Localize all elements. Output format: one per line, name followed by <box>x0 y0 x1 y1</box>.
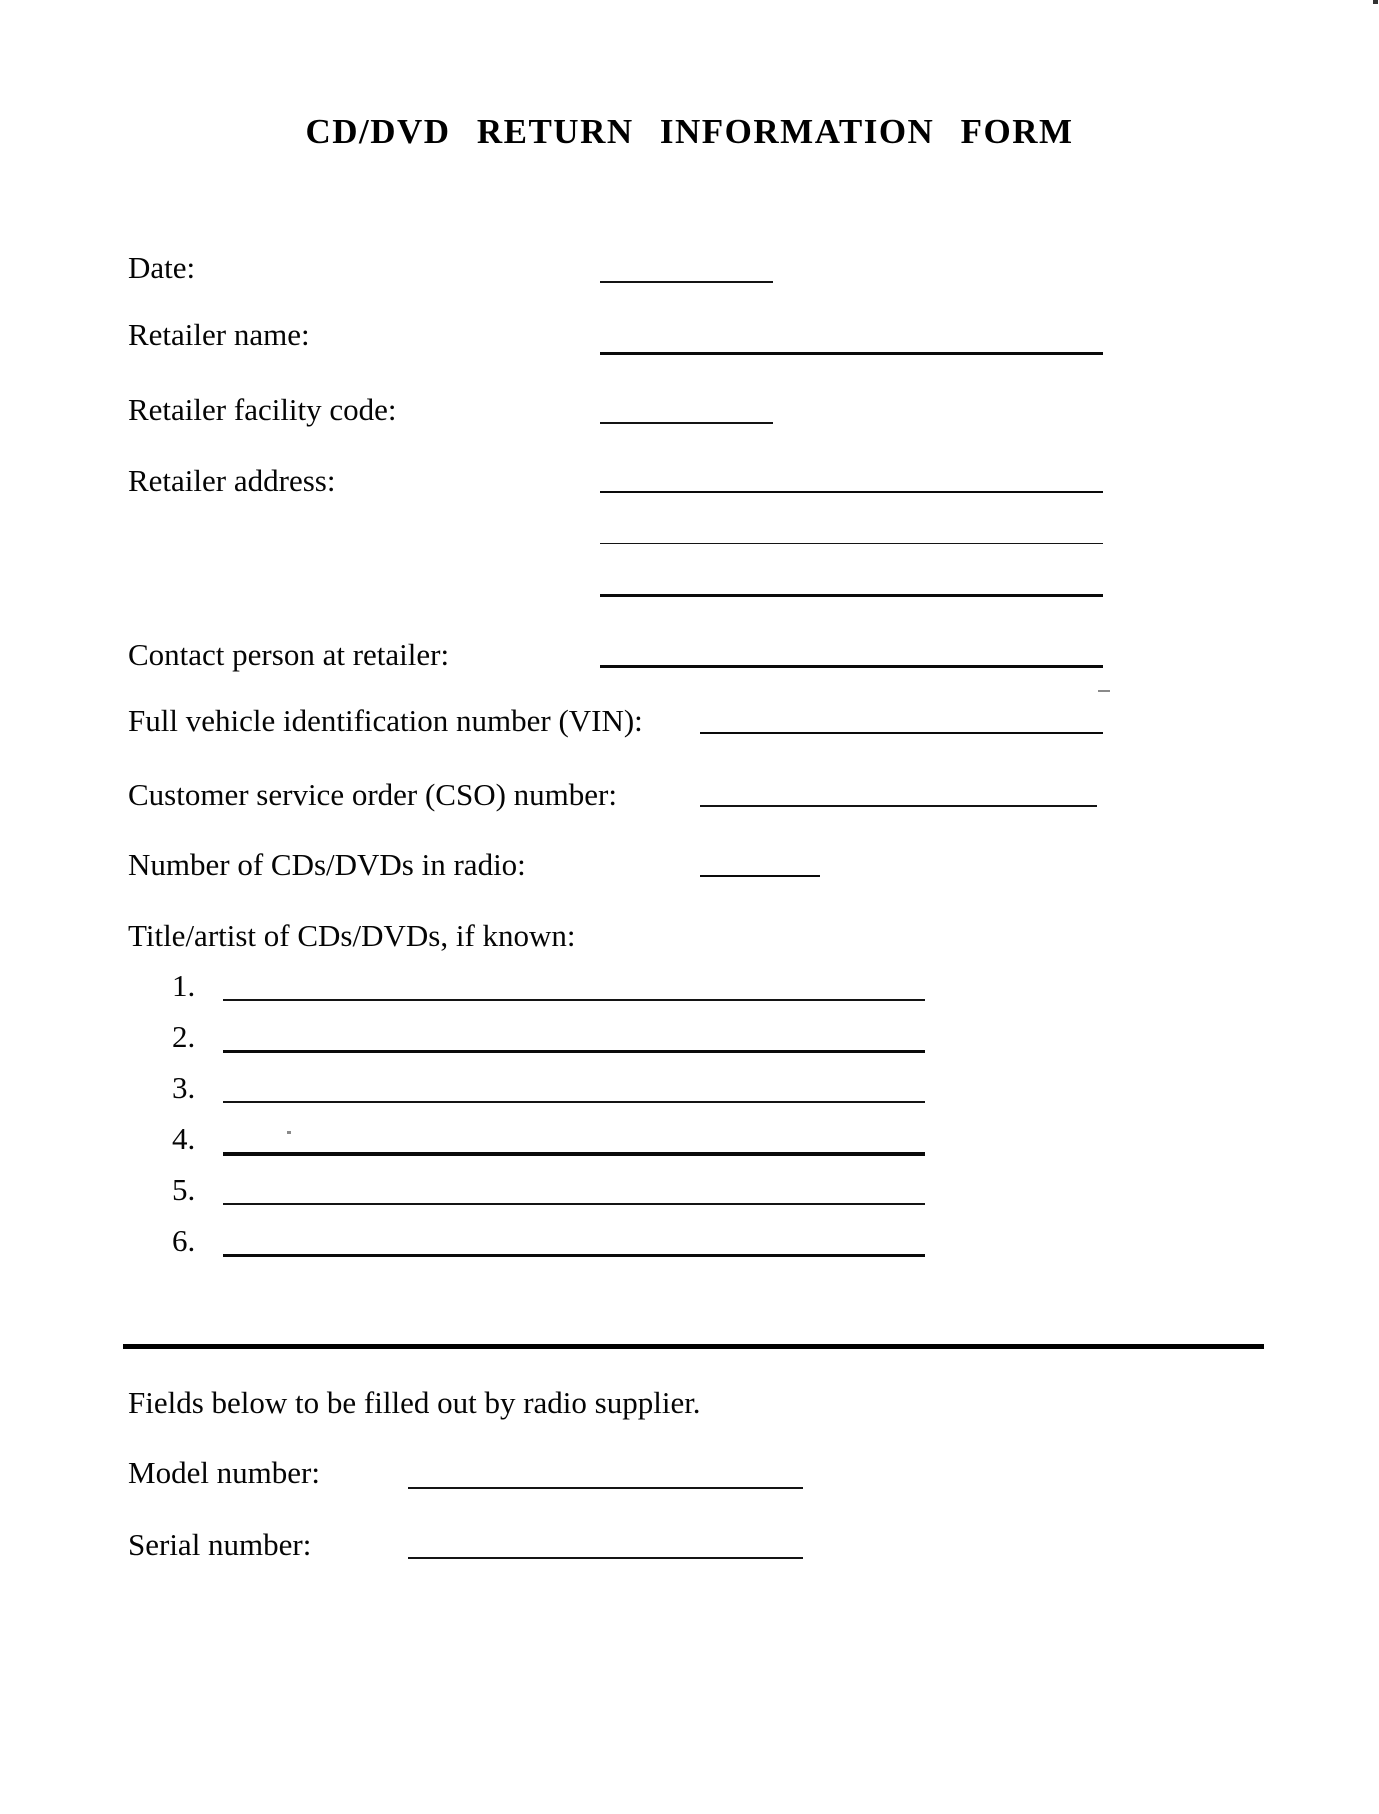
scan-artifact-dot <box>287 1131 291 1134</box>
serial-number-label: Serial number: <box>128 1527 312 1562</box>
list-item-input-line-5[interactable] <box>223 1203 925 1205</box>
list-item-input-line-3[interactable] <box>223 1101 925 1103</box>
model-number-input-line[interactable] <box>408 1487 803 1489</box>
retailer-name-label: Retailer name: <box>128 317 310 352</box>
retailer-facility-code-input-line[interactable] <box>600 422 773 424</box>
retailer-address-input-line-1[interactable] <box>600 491 1103 493</box>
form-title: CD/DVD RETURN INFORMATION FORM <box>305 112 1074 151</box>
list-item-input-line-6[interactable] <box>223 1254 925 1257</box>
scan-artifact-corner <box>1373 0 1378 4</box>
retailer-address-label: Retailer address: <box>128 463 336 498</box>
retailer-facility-code-label: Retailer facility code: <box>128 392 397 427</box>
date-input-line[interactable] <box>600 281 773 283</box>
contact-person-input-line[interactable] <box>600 665 1103 668</box>
num-cds-input-line[interactable] <box>700 875 820 877</box>
serial-number-input-line[interactable] <box>408 1557 803 1559</box>
retailer-name-input-line[interactable] <box>600 352 1103 355</box>
num-cds-label: Number of CDs/DVDs in radio: <box>128 847 526 882</box>
supplier-note: Fields below to be filled out by radio supplier. <box>128 1385 701 1420</box>
list-item-number-4: 4. <box>172 1121 196 1156</box>
model-number-label: Model number: <box>128 1455 320 1490</box>
list-item-number-2: 2. <box>172 1019 196 1054</box>
list-item-input-line-2[interactable] <box>223 1050 925 1053</box>
vin-label: Full vehicle identification number (VIN): <box>128 703 643 738</box>
date-label: Date: <box>128 250 196 285</box>
list-item-input-line-1[interactable] <box>223 999 925 1001</box>
vin-input-line[interactable] <box>700 732 1103 734</box>
cso-input-line[interactable] <box>700 805 1097 807</box>
list-item-number-5: 5. <box>172 1172 196 1207</box>
list-item-number-1: 1. <box>172 968 196 1003</box>
cso-label: Customer service order (CSO) number: <box>128 777 617 812</box>
section-divider <box>123 1344 1264 1349</box>
list-item-number-6: 6. <box>172 1223 196 1258</box>
scan-artifact-dash <box>1098 690 1110 692</box>
contact-person-label: Contact person at retailer: <box>128 637 450 672</box>
list-item-input-line-4[interactable] <box>223 1152 925 1156</box>
retailer-address-input-line-3[interactable] <box>600 594 1103 597</box>
retailer-address-input-line-2[interactable] <box>600 543 1103 544</box>
list-item-number-3: 3. <box>172 1070 196 1105</box>
title-artist-label: Title/artist of CDs/DVDs, if known: <box>128 918 576 953</box>
